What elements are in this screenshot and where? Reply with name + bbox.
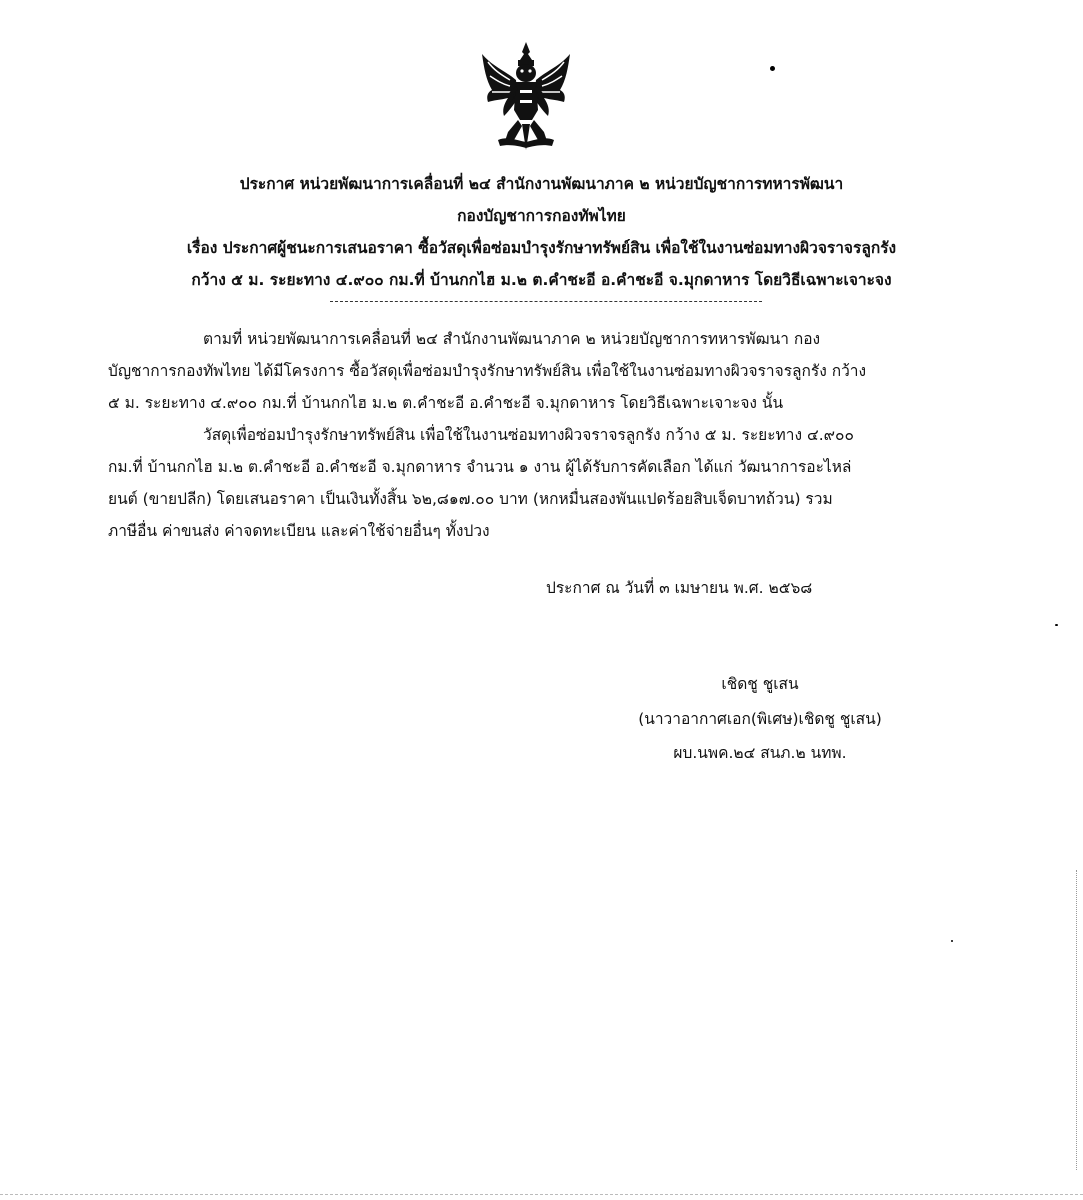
- paragraph-1-line: ตามที่ หน่วยพัฒนาการเคลื่อนที่ ๒๔ สำนักงานพัฒนาภาค ๒ หน่วยบัญชาการทหารพัฒนา กอง: [203, 330, 821, 348]
- scan-speck: [1055, 624, 1058, 626]
- signature-name: เชิดชู ชูเสน: [721, 675, 799, 693]
- paragraph-1-line: บัญชาการกองทัพไทย ได้มีโครงการ ซื้อวัสดุเพื่อซ่อมบำรุงรักษาทรัพย์สิน เพื่อใช้ในงานซ่อมทางผิวจราจรลูกรัง กว้าง: [108, 362, 867, 380]
- announcement-date: ประกาศ ณ วันที่ ๓ เมษายน พ.ศ. ๒๕๖๘: [546, 579, 813, 597]
- scan-right-edge: [1076, 870, 1077, 1170]
- paragraph-2-line: กม.ที่ บ้านกกไฮ ม.๒ ต.คำชะอี อ.คำชะอี จ.มุกดาหาร จำนวน ๑ งาน ผู้ได้รับการคัดเลือก ได้แก่ วัฒนาการอะไหล่: [108, 458, 852, 476]
- paragraph-1-line: ๕ ม. ระยะทาง ๔.๙๐๐ กม.ที่ บ้านกกไฮ ม.๒ ต.คำชะอี อ.คำชะอี จ.มุกดาหาร โดยวิธีเฉพาะเจาะจง นั้น: [108, 394, 784, 412]
- garuda-emblem-icon: [478, 40, 574, 152]
- announcement-title: ประกาศ หน่วยพัฒนาการเคลื่อนที่ ๒๔ สำนักงานพัฒนาภาค ๒ หน่วยบัญชาการทหารพัฒนา: [239, 175, 844, 193]
- paragraph-2-line: ภาษีอื่น ค่าขนส่ง ค่าจดทะเบียน และค่าใช้จ่ายอื่นๆ ทั้งปวง: [108, 522, 490, 540]
- header-divider: [330, 301, 762, 302]
- paragraph-2-line: วัสดุเพื่อซ่อมบำรุงรักษาทรัพย์สิน เพื่อใช้ในงานซ่อมทางผิวจราจรลูกรัง กว้าง ๕ ม. ระยะทาง ๔.๙๐๐: [203, 426, 854, 444]
- scan-speck: [770, 66, 775, 71]
- scan-speck: [951, 940, 953, 942]
- signer-full-name: (นาวาอากาศเอก(พิเศษ)เชิดชู ชูเสน): [638, 710, 882, 728]
- paragraph-2-line: ยนต์ (ขายปลีก) โดยเสนอราคา เป็นเงินทั้งสิ้น ๖๒,๘๑๗.๐๐ บาท (หกหมื่นสองพันแปดร้อยสิบเจ็ดบาทถ้วน) รวม: [108, 490, 833, 508]
- scan-bottom-edge: [0, 1194, 1083, 1195]
- announcement-subject: เรื่อง ประกาศผู้ชนะการเสนอราคา ซื้อวัสดุเพื่อซ่อมบำรุงรักษาทรัพย์สิน เพื่อใช้ในงานซ่อมทางผิวจราจรลูกรัง: [186, 239, 897, 257]
- announcement-issuer: กองบัญชาการกองทัพไทย: [457, 207, 626, 225]
- signer-position: ผบ.นพค.๒๔ สนภ.๒ นทพ.: [673, 744, 847, 762]
- announcement-subject-cont: กว้าง ๕ ม. ระยะทาง ๔.๙๐๐ กม.ที่ บ้านกกไฮ ม.๒ ต.คำชะอี อ.คำชะอี จ.มุกดาหาร โดยวิธีเฉพาะเจาะจง: [191, 271, 892, 289]
